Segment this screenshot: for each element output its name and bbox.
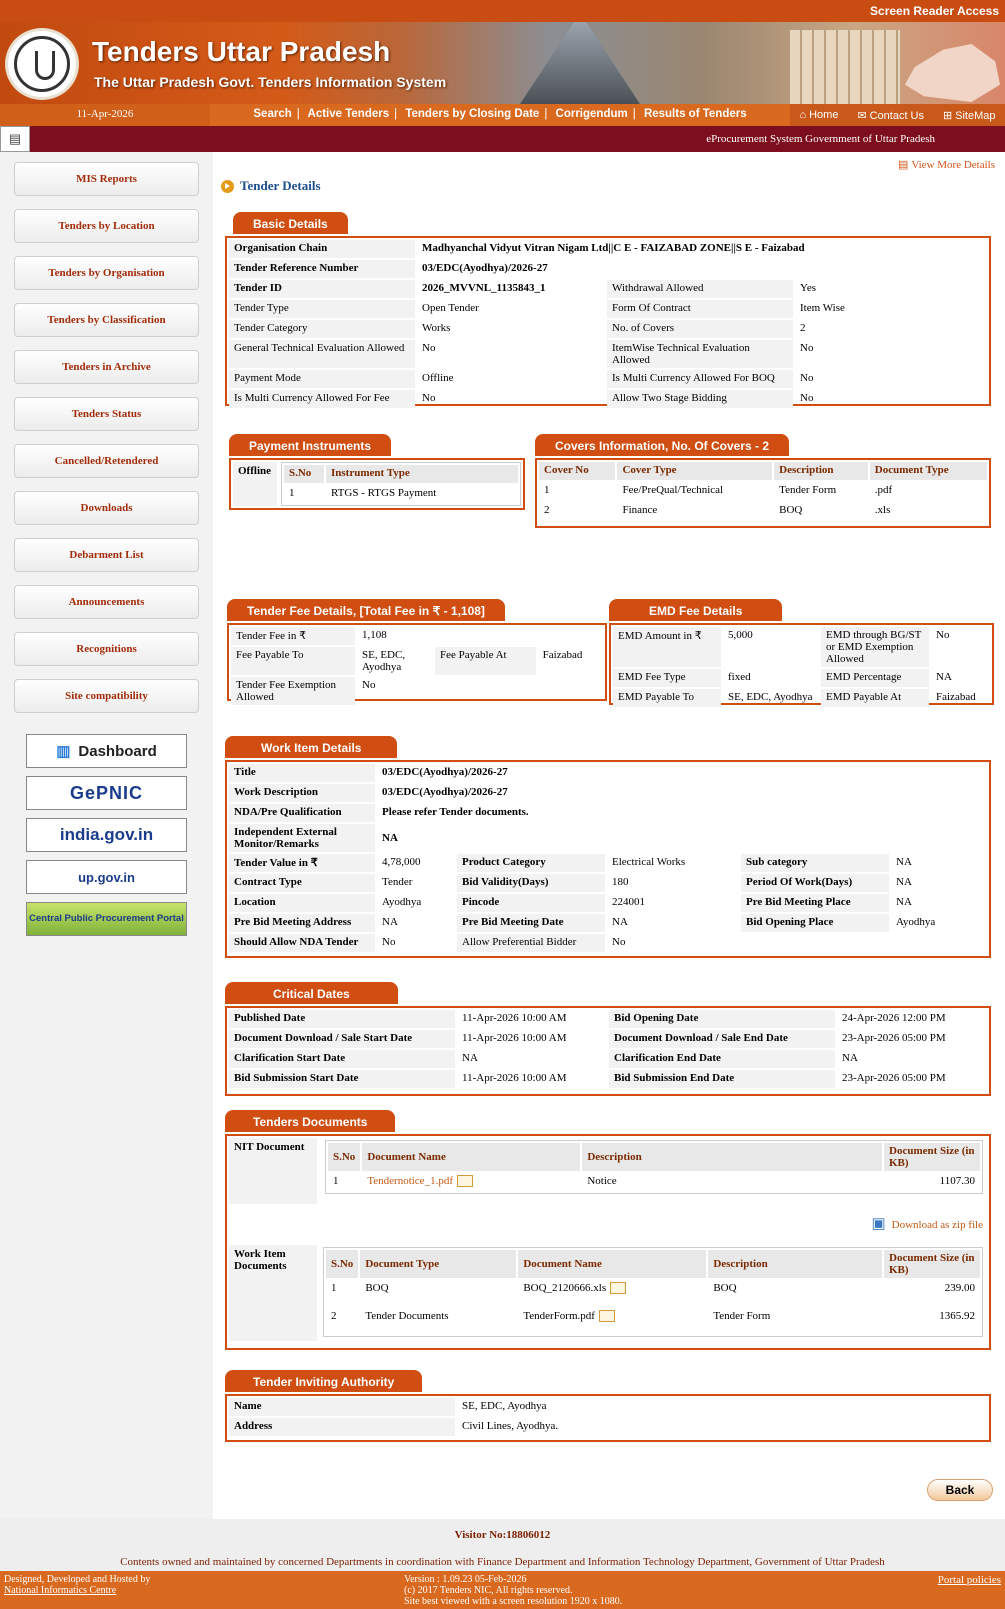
mail-icon: ✉	[857, 109, 867, 122]
label: Pre Bid Meeting Place	[741, 894, 889, 912]
label: Fee Payable To	[231, 647, 355, 675]
basic-details-section	[225, 212, 991, 406]
sidebar-site-compatibility[interactable]: Site compatibility	[14, 679, 199, 713]
label: Title	[229, 764, 375, 782]
table-cell: Finance	[622, 504, 658, 516]
label: Should Allow NDA Tender	[229, 934, 375, 952]
value: Works	[422, 322, 451, 334]
print-icon: ▤	[897, 159, 909, 171]
label: Tender ID	[229, 280, 415, 298]
label: Tender Fee Exemption Allowed	[231, 677, 355, 705]
nav-sitemap[interactable]: ⊞ SiteMap	[942, 109, 996, 122]
table-cell: BOQ	[365, 1282, 389, 1294]
label: Pincode	[457, 894, 605, 912]
label: Sub category	[741, 854, 889, 872]
label: Address	[229, 1418, 455, 1436]
value: Civil Lines, Ayodhya.	[462, 1420, 559, 1432]
nav-links: Search | Active Tenders | Tenders by Closing Date | Corrigendum | Results of Tenders	[253, 108, 747, 120]
sidebar-recognitions[interactable]: Recognitions	[14, 632, 199, 666]
label: Allow Preferential Bidder	[457, 934, 605, 952]
value: Electrical Works	[612, 856, 686, 868]
column-header: Description	[774, 462, 868, 480]
dashboard-logo[interactable]: ▥ Dashboard	[26, 734, 187, 768]
marquee-text: eProcurement System Government of Uttar Pradesh	[706, 133, 935, 145]
critical-dates-tab: Critical Dates	[225, 982, 398, 1006]
sidebar-tenders-in-archive[interactable]: Tenders in Archive	[14, 350, 199, 384]
table-cell: 1	[289, 487, 295, 499]
label: General Technical Evaluation Allowed	[229, 340, 415, 368]
sidebar-tenders-by-location[interactable]: Tenders by Location	[14, 209, 199, 243]
value: NA	[842, 1052, 858, 1064]
up-gov-logo[interactable]: up.gov.in	[26, 860, 187, 894]
download-icon[interactable]	[610, 1282, 626, 1294]
value: 03/EDC(Ayodhya)/2026-27	[382, 786, 508, 798]
value: Item Wise	[800, 302, 845, 314]
table-cell: 1	[331, 1282, 337, 1294]
page-title: Tender Details	[221, 178, 321, 194]
value: NA	[612, 916, 628, 928]
site-subtitle: The Uttar Pradesh Govt. Tenders Information System	[94, 74, 447, 90]
authority-tab: Tender Inviting Authority	[225, 1370, 422, 1394]
value: NA	[936, 671, 952, 683]
value: 11-Apr-2026 10:00 AM	[462, 1072, 567, 1084]
column-header: Description	[582, 1143, 882, 1171]
label: Independent External Monitor/Remarks	[229, 824, 375, 852]
value: No	[422, 392, 436, 404]
main-nav	[0, 104, 1005, 126]
document-icon[interactable]: ▤	[0, 126, 30, 152]
nav-search[interactable]: Search	[253, 108, 292, 120]
chart-icon: ▥	[56, 743, 71, 760]
download-icon[interactable]	[457, 1175, 473, 1187]
label: Clarification End Date	[609, 1050, 835, 1068]
label: Is Multi Currency Allowed For Fee	[229, 390, 415, 408]
version-text: Version : 1.09.23 05-Feb-2026	[404, 1574, 527, 1585]
nic-link[interactable]: National Informatics Centre	[4, 1585, 117, 1596]
value: NA	[896, 876, 912, 888]
nav-home[interactable]: ⌂ Home	[799, 109, 839, 121]
sidebar-tenders-status[interactable]: Tenders Status	[14, 397, 199, 431]
label: Tender Reference Number	[229, 260, 415, 278]
back-button[interactable]: Back	[927, 1479, 993, 1501]
site-title: Tenders Uttar Pradesh	[92, 36, 391, 67]
tender-documents-tab: Tenders Documents	[225, 1110, 395, 1134]
screen-reader-link[interactable]: Screen Reader Access	[870, 4, 999, 18]
value: Madhyanchal Vidyut Vitran Nigam Ltd||C E - FAIZABAD ZONE||S E - Faizabad	[422, 242, 805, 254]
value: 23-Apr-2026 05:00 PM	[842, 1072, 946, 1084]
label: Product Category	[457, 854, 605, 872]
label: Tender Value in ₹	[229, 854, 375, 872]
india-gov-logo[interactable]: india.gov.in	[26, 818, 187, 852]
sidebar-mis-reports[interactable]: MIS Reports	[14, 162, 199, 196]
payment-instruments-tab: Payment Instruments	[229, 434, 391, 458]
value: 11-Apr-2026 10:00 AM	[462, 1032, 567, 1044]
value: No	[800, 372, 814, 384]
table-cell: 1365.92	[939, 1310, 975, 1322]
value: No	[382, 936, 396, 948]
column-header: Document Size (in KB)	[884, 1250, 980, 1278]
sidebar-downloads[interactable]: Downloads	[14, 491, 199, 525]
value: NA	[896, 856, 912, 868]
label: ItemWise Technical Evaluation Allowed	[607, 340, 793, 368]
column-header: Document Size (in KB)	[884, 1143, 980, 1171]
critical-dates-section	[225, 982, 991, 1096]
table-cell: 1	[544, 484, 550, 496]
value: No	[422, 342, 436, 354]
nit-document-link[interactable]: Tendernotice_1.pdf	[367, 1175, 453, 1187]
resolution-text: Site best viewed with a screen resolution 1920 x 1080.	[404, 1596, 623, 1607]
column-header: Description	[708, 1250, 882, 1278]
table-cell: 2	[331, 1310, 337, 1322]
value: No	[362, 679, 376, 691]
designed-text: Designed, Developed and Hosted by	[4, 1574, 151, 1585]
value: Tender	[382, 876, 413, 888]
table-cell: 2	[544, 504, 550, 516]
value: Faizabad	[542, 649, 583, 661]
label: EMD Amount in ₹	[613, 627, 721, 667]
column-header: Document Name	[362, 1143, 580, 1171]
label: Published Date	[229, 1010, 455, 1028]
table-cell: Tender Form	[779, 484, 837, 496]
label: Is Multi Currency Allowed For BOQ	[607, 370, 793, 388]
covers-tab: Covers Information, No. Of Covers - 2	[535, 434, 789, 458]
label: Withdrawal Allowed	[607, 280, 793, 298]
table-cell: BOQ	[779, 504, 803, 516]
emd-fee-section	[609, 599, 994, 705]
label: EMD Fee Type	[613, 669, 721, 687]
value: NA	[382, 832, 398, 844]
portal-policies-link[interactable]: Portal policies	[937, 1574, 1001, 1586]
cppp-logo[interactable]: Central Public Procurement Portal	[26, 902, 187, 936]
table-cell: RTGS - RTGS Payment	[331, 487, 437, 499]
table-cell: Notice	[587, 1175, 617, 1187]
label: Period Of Work(Days)	[741, 874, 889, 892]
value: No	[936, 629, 950, 641]
nav-contact[interactable]: ✉ Contact Us	[857, 109, 925, 122]
nav-utility	[790, 104, 1005, 126]
label: No. of Covers	[607, 320, 793, 338]
table-cell: 1107.30	[939, 1175, 975, 1187]
label: Clarification Start Date	[229, 1050, 455, 1068]
up-emblem-icon	[5, 28, 79, 100]
footer-info	[0, 1519, 1005, 1571]
column-header: S.No	[284, 465, 324, 483]
download-icon[interactable]	[599, 1310, 615, 1322]
label: NDA/Pre Qualification	[229, 804, 375, 822]
label: EMD Payable At	[821, 689, 929, 707]
label: Name	[229, 1398, 455, 1416]
payment-instruments-section	[229, 434, 525, 510]
nav-active-tenders[interactable]: Active Tenders	[307, 108, 390, 120]
sidebar	[0, 152, 213, 1519]
value: 24-Apr-2026 12:00 PM	[842, 1012, 946, 1024]
label: Organisation Chain	[229, 240, 415, 258]
value: No	[800, 342, 814, 354]
value: NA	[896, 896, 912, 908]
value: 2	[800, 322, 806, 334]
value: Ayodhya	[382, 896, 422, 908]
nav-closing-date[interactable]: Tenders by Closing Date	[405, 108, 540, 120]
label: Document Download / Sale Start Date	[229, 1030, 455, 1048]
label: Allow Two Stage Bidding	[607, 390, 793, 408]
sidebar-tenders-by-organisation[interactable]: Tenders by Organisation	[14, 256, 199, 290]
basic-details-tab: Basic Details	[233, 212, 348, 236]
value: 03/EDC(Ayodhya)/2026-27	[382, 766, 508, 778]
value: Ayodhya	[896, 916, 936, 928]
value: Yes	[800, 282, 817, 294]
value: 4,78,000	[382, 856, 421, 868]
tender-fee-section	[227, 599, 607, 701]
view-more-details-link[interactable]: ▤ View More Details	[897, 159, 995, 171]
sidebar-announcements[interactable]: Announcements	[14, 585, 199, 619]
footer-bar	[0, 1571, 1005, 1609]
road-image	[520, 22, 640, 104]
sitemap-icon: ⊞	[942, 109, 953, 122]
covers-section	[535, 434, 991, 528]
tenderform-document-link[interactable]: TenderForm.pdf	[523, 1310, 595, 1322]
work-item-tab: Work Item Details	[225, 736, 397, 760]
value: 1,108	[362, 629, 387, 641]
boq-document-link[interactable]: BOQ_2120666.xls	[523, 1282, 607, 1294]
table-cell: Tender Documents	[365, 1310, 449, 1322]
value: fixed	[728, 671, 751, 683]
value: No	[800, 392, 814, 404]
label: Payment Mode	[229, 370, 415, 388]
sidebar-cancelled[interactable]: Cancelled/Retendered	[14, 444, 199, 478]
table-cell: .pdf	[874, 484, 893, 496]
ownership-note: Contents owned and maintained by concerned Departments in coordination with Finance Department and Information Technology Department, Government of Uttar Pradesh	[120, 1556, 885, 1568]
arrow-icon	[221, 180, 234, 193]
column-header: S.No	[328, 1143, 360, 1171]
tender-documents-section	[225, 1110, 991, 1350]
value: 11-Apr-2026 10:00 AM	[462, 1012, 567, 1024]
home-icon: ⌂	[799, 109, 807, 121]
sidebar-tenders-by-classification[interactable]: Tenders by Classification	[14, 303, 199, 337]
column-header: Cover Type	[617, 462, 772, 480]
nav-corrigendum[interactable]: Corrigendum	[555, 108, 628, 120]
column-header: Cover No	[539, 462, 615, 480]
value: No	[612, 936, 626, 948]
table-row	[326, 1308, 980, 1334]
table-cell: .xls	[874, 504, 891, 516]
column-header: S.No	[326, 1250, 358, 1278]
value: 2026_MVVNL_1135843_1	[422, 282, 546, 294]
value: 5,000	[728, 629, 753, 641]
up-map-image	[905, 44, 1000, 102]
label: Bid Submission End Date	[609, 1070, 835, 1088]
site-banner	[0, 22, 1005, 104]
label: Bid Submission Start Date	[229, 1070, 455, 1088]
value: Please refer Tender documents.	[382, 806, 529, 818]
table-cell: Fee/PreQual/Technical	[622, 484, 724, 496]
emd-fee-tab: EMD Fee Details	[609, 599, 782, 623]
label: Bid Opening Date	[609, 1010, 835, 1028]
marquee-bar	[0, 126, 1005, 152]
zip-download[interactable]: ▣ Download as zip file	[871, 1216, 983, 1232]
value: 180	[612, 876, 629, 888]
value: SE, EDC, Ayodhya	[462, 1400, 547, 1412]
label: Fee Payable At	[435, 647, 536, 675]
label: Tender Type	[229, 300, 415, 318]
value: 03/EDC(Ayodhya)/2026-27	[422, 262, 548, 274]
sidebar-debarment-list[interactable]: Debarment List	[14, 538, 199, 572]
value: Faizabad	[936, 691, 976, 703]
authority-section	[225, 1370, 991, 1442]
table-cell: BOQ	[713, 1282, 737, 1294]
table-row	[326, 1280, 980, 1306]
label: Work Description	[229, 784, 375, 802]
value: 224001	[612, 896, 645, 908]
payment-mode: Offline	[233, 462, 277, 506]
table-cell: 239.00	[944, 1282, 975, 1294]
top-bar	[0, 0, 1005, 22]
label: Bid Validity(Days)	[457, 874, 605, 892]
value: SE, EDC, Ayodhya	[728, 691, 813, 703]
nit-label: NIT Document	[229, 1138, 317, 1204]
gepnic-logo[interactable]: GePNIC	[26, 776, 187, 810]
label: Pre Bid Meeting Date	[457, 914, 605, 932]
building-image	[790, 30, 900, 104]
copyright-text: (c) 2017 Tenders NIC, All rights reserved.	[404, 1585, 573, 1596]
current-date: 11-Apr-2026	[0, 104, 210, 126]
table-cell: Tender Form	[713, 1310, 771, 1322]
value: NA	[462, 1052, 478, 1064]
tender-fee-tab: Tender Fee Details, [Total Fee in ₹ - 1,108]	[227, 599, 505, 623]
label: EMD Percentage	[821, 669, 929, 687]
label: EMD through BG/ST or EMD Exemption Allowed	[821, 627, 929, 667]
label: Document Download / Sale End Date	[609, 1030, 835, 1048]
label: Form Of Contract	[607, 300, 793, 318]
visitor-count: Visitor No:18806012	[454, 1529, 551, 1541]
table-row	[328, 1173, 980, 1191]
column-header: Document Name	[518, 1250, 706, 1278]
column-header: Document Type	[870, 462, 987, 480]
column-header: Instrument Type	[326, 465, 518, 483]
zip-icon: ▣	[871, 1216, 886, 1232]
work-item-section	[225, 736, 991, 958]
value: Offline	[422, 372, 454, 384]
table-cell: 1	[333, 1175, 339, 1187]
value: NA	[382, 916, 398, 928]
main-content	[213, 152, 1005, 1519]
column-header: Document Type	[360, 1250, 516, 1278]
label: Tender Category	[229, 320, 415, 338]
label: Pre Bid Meeting Address	[229, 914, 375, 932]
label: Contract Type	[229, 874, 375, 892]
value: SE, EDC, Ayodhya	[362, 649, 406, 673]
value: 23-Apr-2026 05:00 PM	[842, 1032, 946, 1044]
value: Open Tender	[422, 302, 479, 314]
label: EMD Payable To	[613, 689, 721, 707]
work-item-docs-label: Work Item Documents	[229, 1245, 317, 1341]
label: Bid Opening Place	[741, 914, 889, 932]
nav-results[interactable]: Results of Tenders	[643, 108, 747, 120]
label: Tender Fee in ₹	[231, 627, 355, 645]
label: Location	[229, 894, 375, 912]
